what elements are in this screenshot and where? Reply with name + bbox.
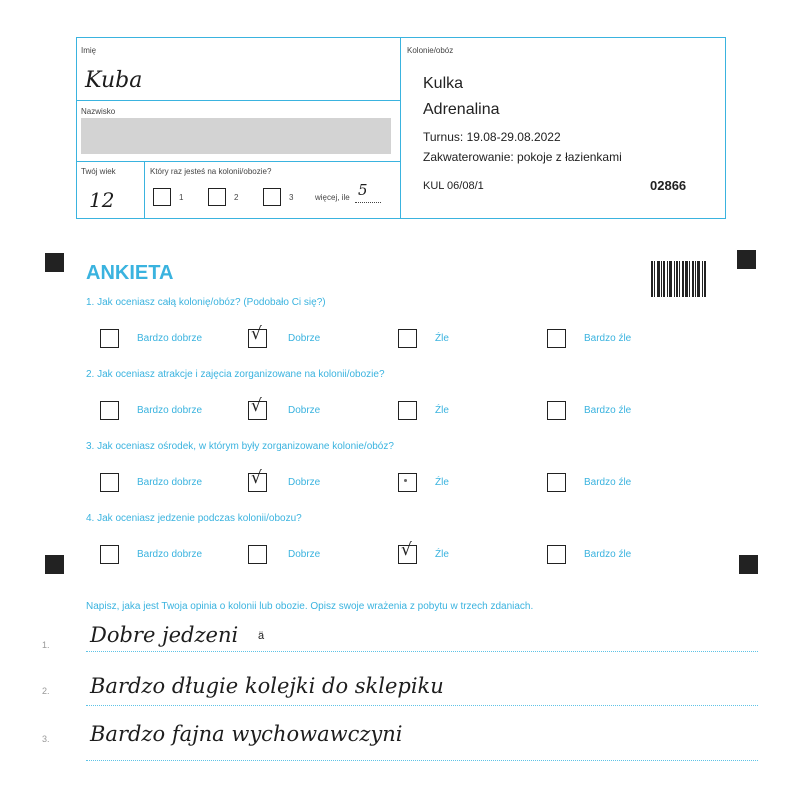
alignment-marker (45, 555, 64, 574)
question-1: 1. Jak oceniasz całą kolonię/obóz? (Podobało Ci się?) (86, 297, 326, 308)
option-label: Bardzo dobrze (137, 477, 203, 488)
q1-dobrze-checkbox[interactable]: √ (248, 329, 267, 348)
visit-count-option-label: 3 (289, 193, 294, 202)
q4-bardzo-zle-checkbox[interactable] (547, 545, 566, 564)
question-4: 4. Jak oceniasz jedzenie podczas kolonii/obozu? (86, 513, 302, 524)
alignment-marker (45, 253, 64, 272)
accommodation: Zakwaterowanie: pokoje z łazienkami (423, 150, 622, 164)
visit-count-checkbox-1[interactable] (153, 188, 171, 206)
option-label: Dobrze (288, 549, 321, 560)
q3-bardzo-zle-checkbox[interactable] (547, 473, 566, 492)
q3-dobrze-checkbox[interactable]: √ (248, 473, 267, 492)
visit-count-label: Który raz jesteś na kolonii/obozie? (150, 167, 272, 176)
more-count-field[interactable]: 5 (358, 181, 368, 199)
q2-dobrze-checkbox[interactable]: √ (248, 401, 267, 420)
q1-bardzo-dobrze-checkbox[interactable] (100, 329, 119, 348)
q4-zle-checkbox[interactable]: √ (398, 545, 417, 564)
alignment-marker (739, 555, 758, 574)
question-2: 2. Jak oceniasz atrakcje i zajęcia zorganizowane na kolonii/obozie? (86, 369, 385, 380)
camp-program: Adrenalina (423, 101, 500, 118)
first-name-label: Imię (81, 46, 97, 55)
barcode-icon (651, 261, 706, 297)
q3-zle-checkbox[interactable] (398, 473, 417, 492)
option-label: Bardzo dobrze (137, 405, 203, 416)
option-label: Dobrze (288, 405, 321, 416)
line-number: 3. (42, 734, 50, 744)
dotted-line (86, 705, 758, 706)
q4-bardzo-dobrze-checkbox[interactable] (100, 545, 119, 564)
alignment-marker (737, 250, 756, 269)
option-label: Źle (435, 333, 449, 344)
option-label: Bardzo dobrze (137, 549, 203, 560)
visit-count-option-label: 1 (179, 193, 184, 202)
visit-count-checkbox-3[interactable] (263, 188, 281, 206)
camp-label: Kolonie/obóz (407, 46, 454, 55)
divider (400, 38, 401, 219)
visit-count-option-label: 2 (234, 193, 239, 202)
opinion-line-3[interactable]: Bardzo fajna wychowawczyni (90, 722, 403, 746)
q1-zle-checkbox[interactable] (398, 329, 417, 348)
survey-title: ANKIETA (86, 262, 174, 284)
q2-bardzo-dobrze-checkbox[interactable] (100, 401, 119, 420)
q4-dobrze-checkbox[interactable] (248, 545, 267, 564)
q3-bardzo-dobrze-checkbox[interactable] (100, 473, 119, 492)
first-name-field[interactable]: Kuba (85, 68, 143, 93)
option-label: Bardzo źle (584, 333, 632, 344)
ink-mark: ä (258, 630, 265, 642)
age-field[interactable]: 12 (89, 188, 115, 212)
divider (77, 161, 400, 162)
option-label: Źle (435, 477, 449, 488)
divider (77, 100, 400, 101)
turnus-dates: Turnus: 19.08-29.08.2022 (423, 130, 561, 144)
redaction-block (81, 118, 391, 154)
option-label: Bardzo źle (584, 405, 632, 416)
q1-bardzo-zle-checkbox[interactable] (547, 329, 566, 348)
opinion-prompt: Napisz, jaka jest Twoja opinia o kolonii lub obozie. Opisz swoje wrażenia z pobytu w trzech zdaniach. (86, 601, 534, 612)
line-number: 1. (42, 640, 50, 650)
option-label: Bardzo źle (584, 477, 632, 488)
opinion-line-2[interactable]: Bardzo długie kolejki do sklepiku (90, 674, 444, 698)
more-count-underline (355, 202, 381, 203)
question-3: 3. Jak oceniasz ośrodek, w którym były zorganizowane kolonie/obóz? (86, 441, 394, 452)
camp-name: Kulka (423, 75, 464, 92)
q2-zle-checkbox[interactable] (398, 401, 417, 420)
line-number: 2. (42, 686, 50, 696)
q2-bardzo-zle-checkbox[interactable] (547, 401, 566, 420)
more-count-label: więcej, ile (315, 193, 350, 202)
form-number: 02866 (650, 178, 687, 193)
option-label: Bardzo dobrze (137, 333, 203, 344)
divider (144, 161, 145, 219)
visit-count-checkbox-2[interactable] (208, 188, 226, 206)
option-label: Dobrze (288, 333, 321, 344)
dotted-line (86, 651, 758, 652)
dotted-line (86, 760, 758, 761)
option-label: Dobrze (288, 477, 321, 488)
opinion-line-1[interactable]: Dobre jedzeni (90, 623, 239, 647)
last-name-label: Nazwisko (81, 107, 116, 116)
option-label: Bardzo źle (584, 549, 632, 560)
option-label: Źle (435, 549, 449, 560)
age-label: Twój wiek (81, 167, 116, 176)
option-label: Źle (435, 405, 449, 416)
camper-info-box (76, 37, 726, 219)
camp-code: KUL 06/08/1 (423, 180, 484, 192)
